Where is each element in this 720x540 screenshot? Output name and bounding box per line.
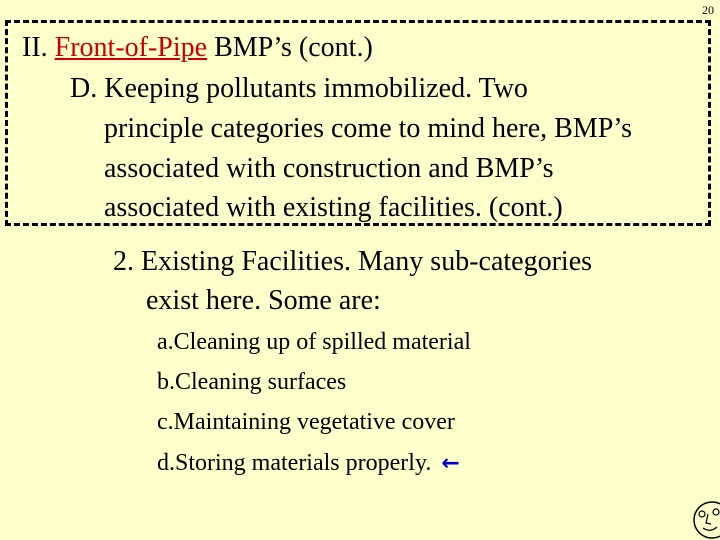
section-heading (22, 31, 373, 65)
list-item (157, 367, 346, 397)
item-2-text-1: Existing Facilities. Many sub-categories (141, 246, 593, 277)
list-item-text: Cleaning surfaces (175, 369, 347, 395)
list-item (157, 448, 460, 479)
list-item-text: Cleaning up of spilled material (173, 329, 471, 355)
list-item-label: c. (157, 409, 174, 435)
front-of-pipe-link[interactable]: Front-of-Pipe (54, 32, 208, 63)
list-item-label: b. (157, 369, 175, 395)
list-item-text: Maintaining vegetative cover (173, 409, 455, 435)
list-item (157, 327, 471, 357)
item-2-text-2: exist here. Some are: (146, 285, 381, 316)
slide-number: 20 (702, 3, 714, 17)
item-2-label: 2. (113, 246, 134, 277)
point-d-line1 (70, 72, 528, 106)
list-item-label: a. (157, 329, 174, 355)
point-d-label: D. (70, 73, 98, 104)
point-d-text-1: Keeping pollutants immobilized. Two (104, 73, 528, 104)
section-numeral: II. (22, 32, 48, 63)
smiley-face-icon[interactable] (686, 476, 720, 540)
section-heading-rest: BMP’s (cont.) (207, 32, 373, 63)
list-item-label: d. (157, 450, 175, 476)
point-d-text-3: associated with construction and BMP’s (104, 153, 554, 184)
item-2-line1 (113, 245, 592, 279)
point-d-text-2: principle categories come to mind here, BMP’s (104, 113, 632, 144)
left-arrow-icon: ← (441, 451, 460, 476)
list-item (157, 407, 455, 437)
list-item-text: Storing materials properly. (175, 450, 432, 476)
point-d-text-4: associated with existing facilities. (cont.) (104, 192, 563, 223)
